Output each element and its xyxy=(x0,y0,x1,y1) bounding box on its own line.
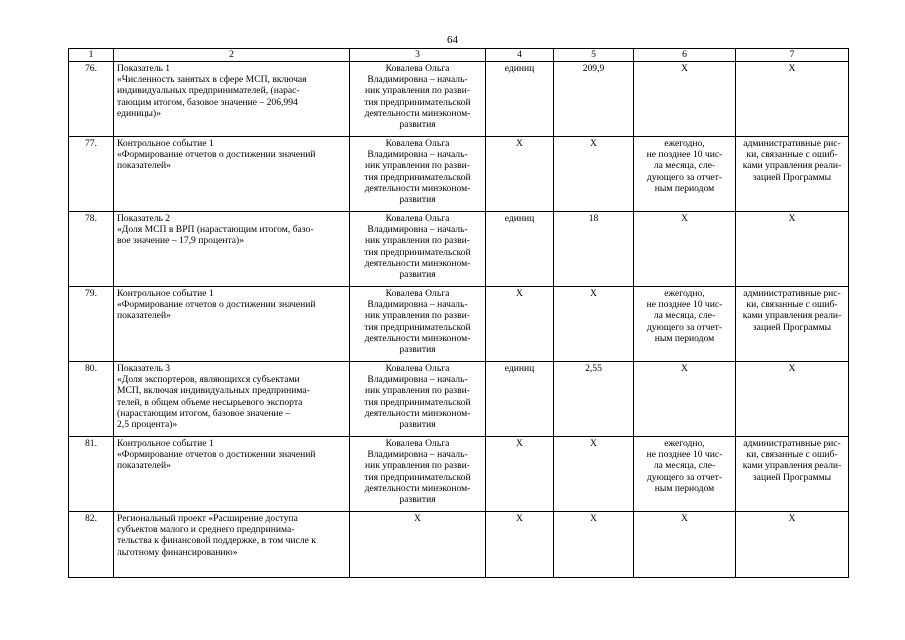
unit-cell: Х xyxy=(486,437,554,512)
value-cell: Х xyxy=(554,512,634,578)
responsible-cell-line: деятельности минэконом- xyxy=(364,182,471,194)
row-number: 78. xyxy=(69,212,114,287)
table-body xyxy=(69,62,849,578)
item-name-cell xyxy=(114,362,350,437)
risks-cell xyxy=(736,362,849,437)
row-number: 76. xyxy=(69,62,114,137)
responsible-cell-line: ник управления по разви- xyxy=(365,460,470,472)
deadline-cell-line: не позднее 10 чис- xyxy=(646,449,723,461)
deadline-cell-line: ежегодно, xyxy=(664,288,705,299)
responsible-cell-line: Владимировна – началь- xyxy=(367,224,468,236)
table-row xyxy=(69,512,849,578)
item-name-cell xyxy=(114,137,350,212)
risks-cell xyxy=(736,212,849,287)
responsible-cell-line: Ковалева Ольга xyxy=(385,63,450,74)
risks-cell-line: Х xyxy=(788,513,796,524)
item-name-cell-line: Показатель 3 xyxy=(117,363,171,374)
column-header: 1 xyxy=(69,49,114,62)
item-name-cell-line: Показатель 2 xyxy=(117,213,171,224)
risks-cell-line: ки, связанные с ошиб- xyxy=(746,299,838,311)
deadline-cell-line: не позднее 10 чис- xyxy=(646,299,723,311)
risks-cell-line: ками управления реали- xyxy=(742,460,842,472)
responsible-cell-line: ник управления по разви- xyxy=(365,235,470,247)
page-number: 64 xyxy=(447,34,458,46)
responsible-cell xyxy=(350,512,486,578)
item-name-cell xyxy=(114,62,350,137)
deadline-cell-line: Х xyxy=(681,363,688,374)
risks-cell-line: ки, связанные с ошиб- xyxy=(746,449,838,461)
unit-cell: Х xyxy=(486,512,554,578)
item-name-cell-line: (нарастающим итогом, базовое значение – xyxy=(117,407,291,419)
risks-cell-line: зацией Программы xyxy=(752,471,832,483)
table-row xyxy=(69,137,849,212)
unit-cell: Х xyxy=(486,137,554,212)
responsible-cell-line: тия предпринимательской xyxy=(364,321,471,333)
responsible-cell xyxy=(350,287,486,362)
responsible-cell-line: деятельности минэконом- xyxy=(364,107,471,119)
deadline-cell xyxy=(634,287,736,362)
risks-cell-line: административные рис- xyxy=(743,138,841,149)
deadline-cell-line: Х xyxy=(681,213,688,224)
item-name-cell-line: единицы)» xyxy=(117,107,161,119)
responsible-cell-line: Владимировна – началь- xyxy=(367,74,468,86)
deadline-cell-line: дующего за отчет- xyxy=(646,321,723,333)
column-header: 5 xyxy=(554,49,634,62)
column-header: 7 xyxy=(736,49,849,62)
row-number: 79. xyxy=(69,287,114,362)
responsible-cell-line: Ковалева Ольга xyxy=(385,363,450,374)
risks-cell-line: административные рис- xyxy=(743,438,841,449)
risks-cell-line: Х xyxy=(788,63,796,74)
item-name-cell-line: «Численность занятых в сфере МСП, включая xyxy=(117,74,307,86)
responsible-cell-line: тия предпринимательской xyxy=(364,396,471,408)
risks-cell-line: ками управления реали- xyxy=(742,160,842,172)
responsible-cell-line: Владимировна – началь- xyxy=(367,374,468,386)
item-name-cell-line: тающим итогом, базовое значение – 206,994 xyxy=(117,96,298,108)
deadline-cell-line: не позднее 10 чис- xyxy=(646,149,723,161)
responsible-cell-line: деятельности минэконом- xyxy=(364,482,471,494)
item-name-cell xyxy=(114,512,350,578)
deadline-cell xyxy=(634,512,736,578)
responsible-cell-line: ник управления по разви- xyxy=(365,385,470,397)
responsible-cell-line: развития xyxy=(399,419,436,431)
item-name-cell-line: «Формирование отчетов о достижении значений xyxy=(117,299,316,311)
risks-cell-line: ками управления реали- xyxy=(742,310,842,322)
responsible-cell-line: Владимировна – началь- xyxy=(367,149,468,161)
responsible-cell-line: тия предпринимательской xyxy=(364,471,471,483)
responsible-cell-line: развития xyxy=(399,344,436,356)
responsible-cell-line: Ковалева Ольга xyxy=(385,213,450,224)
table-row xyxy=(69,62,849,137)
responsible-cell-line: ник управления по разви- xyxy=(365,85,470,97)
responsible-cell-line: Ковалева Ольга xyxy=(385,288,450,299)
item-name-cell-line: вое значение – 17,9 процента)» xyxy=(117,235,245,247)
item-name-cell-line: показателей» xyxy=(117,460,171,472)
row-number: 81. xyxy=(69,437,114,512)
responsible-cell-line: Ковалева Ольга xyxy=(385,438,450,449)
risks-cell xyxy=(736,437,849,512)
responsible-cell-line: Ковалева Ольга xyxy=(385,138,450,149)
responsible-cell-line: Владимировна – началь- xyxy=(367,299,468,311)
item-name-cell-line: тельства к финансовой поддержке, в том числе к xyxy=(117,535,316,547)
column-header: 4 xyxy=(486,49,554,62)
item-name-cell-line: МСП, включая индивидуальных предпринима- xyxy=(117,385,310,397)
item-name-cell-line: Контрольное событие 1 xyxy=(117,288,214,299)
responsible-cell-line: развития xyxy=(399,269,436,281)
column-header: 2 xyxy=(114,49,350,62)
item-name-cell-line: телей, в общем объеме несырьевого экспорта xyxy=(117,396,303,408)
item-name-cell-line: Показатель 1 xyxy=(117,63,171,74)
deadline-cell-line: дующего за отчет- xyxy=(646,471,723,483)
item-name-cell xyxy=(114,212,350,287)
value-cell: 2,55 xyxy=(554,362,634,437)
value-cell: Х xyxy=(554,287,634,362)
item-name-cell-line: Региональный проект «Расширение доступа xyxy=(117,513,298,524)
deadline-cell-line: дующего за отчет- xyxy=(646,171,723,183)
table-row xyxy=(69,212,849,287)
risks-cell xyxy=(736,62,849,137)
deadline-cell-line: ным периодом xyxy=(654,482,715,494)
deadline-cell-line: Х xyxy=(681,63,688,74)
responsible-cell-line: ник управления по разви- xyxy=(365,160,470,172)
deadline-cell-line: ежегодно, xyxy=(664,438,705,449)
item-name-cell-line: Контрольное событие 1 xyxy=(117,438,214,449)
table-row xyxy=(69,287,849,362)
item-name-cell-line: льготному финансированию» xyxy=(117,546,238,558)
risks-cell-line: Х xyxy=(788,363,796,374)
row-number: 82. xyxy=(69,512,114,578)
row-number: 80. xyxy=(69,362,114,437)
table-row xyxy=(69,362,849,437)
risks-cell-line: Х xyxy=(788,213,796,224)
responsible-cell-line: тия предпринимательской xyxy=(364,246,471,258)
column-header: 6 xyxy=(634,49,736,62)
responsible-cell-line: развития xyxy=(399,194,436,206)
deadline-cell-line: ла месяца, сле- xyxy=(653,160,716,172)
risks-cell-line: зацией Программы xyxy=(752,321,832,333)
column-header: 3 xyxy=(350,49,486,62)
responsible-cell-line: Х xyxy=(414,513,421,524)
deadline-cell-line: Х xyxy=(681,513,688,524)
deadline-cell-line: ла месяца, сле- xyxy=(653,460,716,472)
row-number: 77. xyxy=(69,137,114,212)
value-cell: Х xyxy=(554,437,634,512)
responsible-cell xyxy=(350,437,486,512)
value-cell: Х xyxy=(554,137,634,212)
value-cell: 209,9 xyxy=(554,62,634,137)
risks-cell xyxy=(736,287,849,362)
deadline-cell-line: ным периодом xyxy=(654,182,715,194)
deadline-cell xyxy=(634,362,736,437)
deadline-cell xyxy=(634,62,736,137)
unit-cell: Х xyxy=(486,287,554,362)
responsible-cell-line: ник управления по разви- xyxy=(365,310,470,322)
risks-cell-line: административные рис- xyxy=(743,288,841,299)
responsible-cell xyxy=(350,62,486,137)
table-row xyxy=(69,437,849,512)
responsible-cell-line: деятельности минэконом- xyxy=(364,257,471,269)
item-name-cell-line: Контрольное событие 1 xyxy=(117,138,214,149)
responsible-cell-line: тия предпринимательской xyxy=(364,171,471,183)
item-name-cell-line: «Доля МСП в ВРП (нарастающим итогом, базо- xyxy=(117,224,314,236)
value-cell: 18 xyxy=(554,212,634,287)
program-table xyxy=(68,48,849,578)
header-row xyxy=(69,49,849,62)
item-name-cell-line: индивидуальных предпринимателей, (нарас- xyxy=(117,85,300,97)
unit-cell: единиц xyxy=(486,212,554,287)
item-name-cell-line: показателей» xyxy=(117,310,171,322)
deadline-cell xyxy=(634,437,736,512)
item-name-cell-line: 2,5 процента)» xyxy=(117,419,178,431)
responsible-cell-line: деятельности минэконом- xyxy=(364,407,471,419)
item-name-cell xyxy=(114,287,350,362)
deadline-cell-line: ла месяца, сле- xyxy=(653,310,716,322)
responsible-cell-line: тия предпринимательской xyxy=(364,96,471,108)
deadline-cell xyxy=(634,212,736,287)
responsible-cell xyxy=(350,137,486,212)
unit-cell: единиц xyxy=(486,362,554,437)
item-name-cell-line: показателей» xyxy=(117,160,171,172)
item-name-cell-line: «Формирование отчетов о достижении значений xyxy=(117,449,316,461)
item-name-cell-line: «Доля экспортеров, являющихся субъектами xyxy=(117,374,300,386)
responsible-cell xyxy=(350,362,486,437)
responsible-cell-line: деятельности минэконом- xyxy=(364,332,471,344)
deadline-cell-line: ным периодом xyxy=(654,332,715,344)
item-name-cell-line: субъектов малого и среднего предпринима- xyxy=(117,524,295,536)
item-name-cell xyxy=(114,437,350,512)
risks-cell-line: зацией Программы xyxy=(752,171,832,183)
risks-cell-line: ки, связанные с ошиб- xyxy=(746,149,838,161)
deadline-cell-line: ежегодно, xyxy=(664,138,705,149)
responsible-cell-line: развития xyxy=(399,119,436,131)
deadline-cell xyxy=(634,137,736,212)
item-name-cell-line: «Формирование отчетов о достижении значений xyxy=(117,149,316,161)
responsible-cell-line: развития xyxy=(399,494,436,506)
responsible-cell xyxy=(350,212,486,287)
risks-cell xyxy=(736,512,849,578)
responsible-cell-line: Владимировна – началь- xyxy=(367,449,468,461)
risks-cell xyxy=(736,137,849,212)
unit-cell: единиц xyxy=(486,62,554,137)
